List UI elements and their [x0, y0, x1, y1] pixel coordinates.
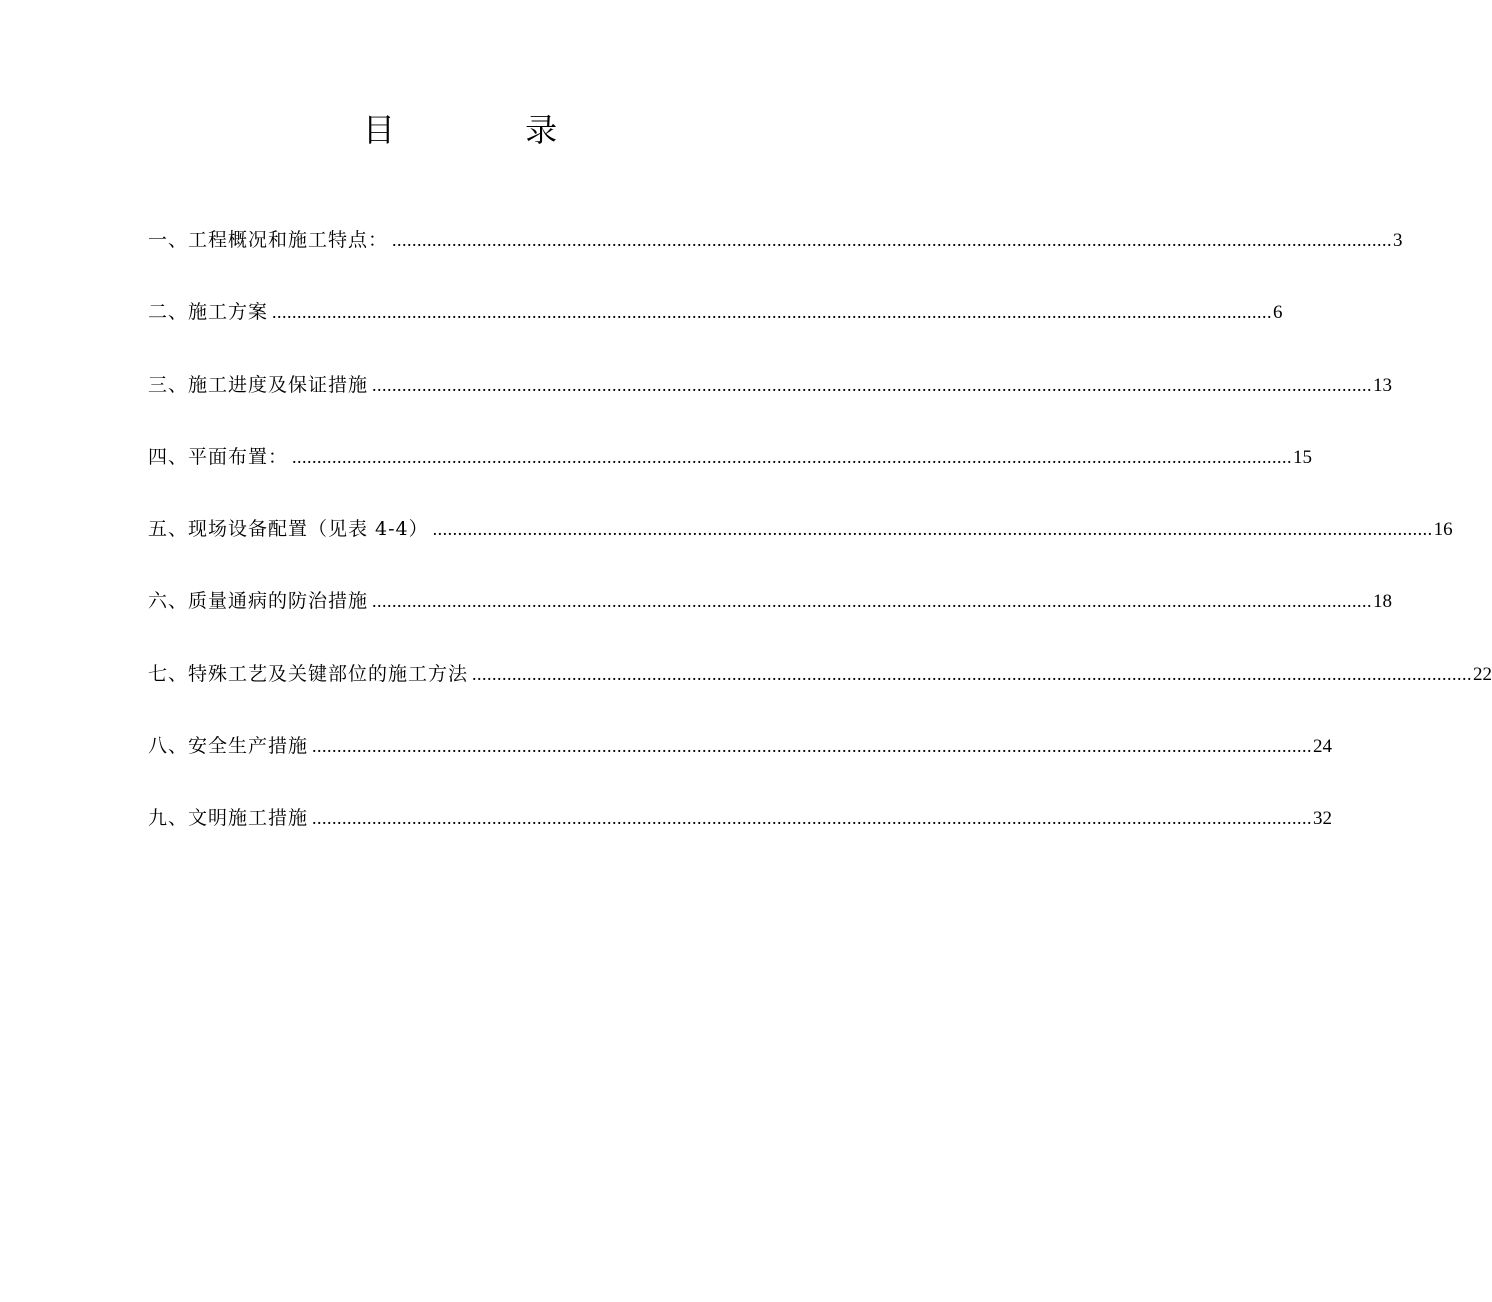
toc-dot-leader: ........................................................................................................................................................................................................ — [472, 663, 1473, 684]
toc-entry-label: 九、文明施工措施 — [148, 807, 309, 829]
toc-entry-page-number: 6 — [1273, 302, 1283, 324]
toc-entry-label: 三、施工进度及保证措施 — [148, 373, 369, 396]
toc-entry-page-number: 13 — [1373, 374, 1393, 396]
toc-entry-page-number: 24 — [1313, 735, 1333, 757]
toc-entry-page-number: 18 — [1373, 591, 1393, 613]
toc-entry-page-number: 22 — [1473, 663, 1492, 685]
toc-entry[interactable] — [148, 728, 1333, 800]
toc-entry[interactable] — [148, 367, 1393, 439]
toc-entry[interactable] — [148, 222, 1403, 294]
toc-entry[interactable] — [148, 511, 1453, 583]
toc-dot-leader: ........................................................................................................................................................................................................ — [312, 808, 1313, 828]
toc-entry[interactable] — [148, 800, 1333, 872]
toc-entry-label: 二、施工方案 — [148, 301, 269, 324]
toc-entry[interactable] — [148, 656, 1492, 728]
toc-entry[interactable] — [148, 583, 1393, 655]
toc-dot-leader: ........................................................................................................................................................................................................ — [272, 302, 1273, 323]
toc-entry-label: 八、安全生产措施 — [148, 734, 309, 757]
toc-entry-label: 一、工程概况和施工特点： — [148, 229, 389, 251]
toc-entry-page-number: 15 — [1293, 446, 1313, 468]
toc-dot-leader: ........................................................................................................................................................................................................ — [292, 446, 1293, 467]
toc-entry[interactable] — [148, 439, 1313, 511]
toc-dot-leader: ........................................................................................................................................................................................................ — [372, 591, 1373, 612]
toc-entry-label: 六、质量通病的防治措施 — [148, 590, 369, 613]
toc-entry-label: 四、平面布置： — [148, 445, 289, 468]
toc-dot-leader: ........................................................................................................................................................................................................ — [392, 230, 1393, 250]
toc-entry-label: 七、特殊工艺及关键部位的施工方法 — [148, 662, 469, 685]
toc-dot-leader: ........................................................................................................................................................................................................ — [372, 374, 1373, 395]
toc-entry-page-number: 3 — [1393, 230, 1403, 251]
toc-entry-label: 五、现场设备配置（见表 4-4） — [148, 518, 429, 540]
toc-title: 目 录 — [362, 111, 618, 149]
toc-entry-page-number: 32 — [1313, 808, 1333, 829]
toc-list — [148, 222, 1492, 872]
toc-dot-leader: ........................................................................................................................................................................................................ — [312, 735, 1313, 756]
toc-dot-leader: ........................................................................................................................................................................................................ — [432, 519, 1433, 539]
toc-entry-page-number: 16 — [1433, 519, 1453, 540]
toc-entry[interactable] — [148, 294, 1283, 366]
